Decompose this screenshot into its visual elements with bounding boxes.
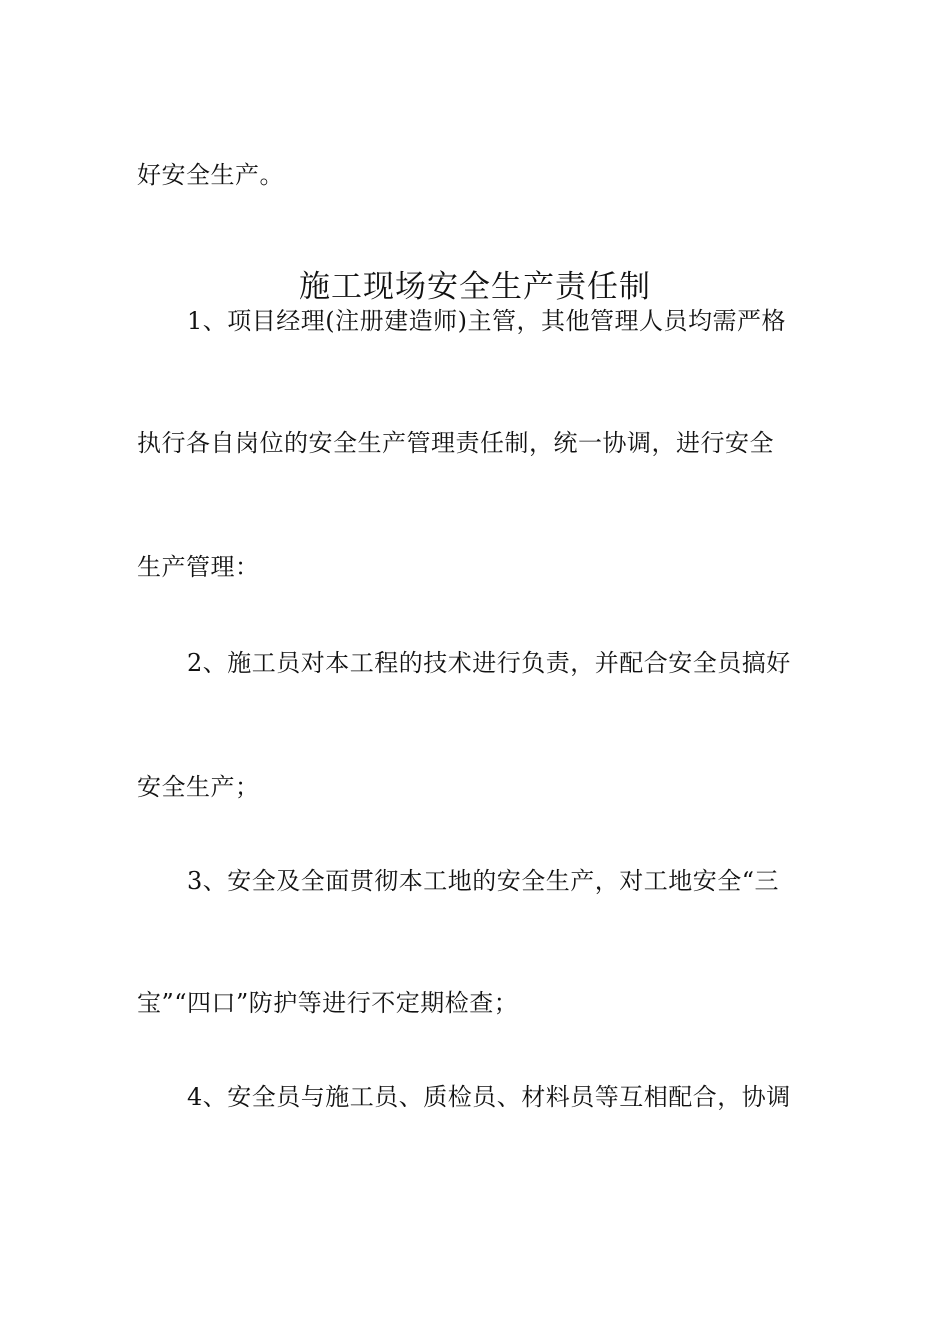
section-title: 施工现场安全生产责任制 — [299, 268, 651, 305]
paragraph-1-line-2: 执行各自岗位的安全生产管理责任制，统一协调，进行安全 — [137, 429, 774, 457]
paragraph-1-line-1: 1、项目经理(注册建造师)主管，其他管理人员均需严格 — [187, 307, 786, 335]
paragraph-4-line-1: 4、安全员与施工员、质检员、材料员等互相配合，协调 — [187, 1083, 791, 1111]
paragraph-1-line-3: 生产管理： — [137, 553, 260, 581]
paragraph-2-line-2: 安全生产； — [137, 773, 260, 801]
carryover-text: 好安全生产。 — [137, 161, 284, 189]
paragraph-3-line-2: 宝”“四口”防护等进行不定期检查； — [137, 989, 519, 1017]
paragraph-2-line-1: 2、施工员对本工程的技术进行负责，并配合安全员搞好 — [187, 649, 791, 677]
paragraph-3-line-1: 3、安全及全面贯彻本工地的安全生产，对工地安全“三 — [187, 867, 780, 895]
